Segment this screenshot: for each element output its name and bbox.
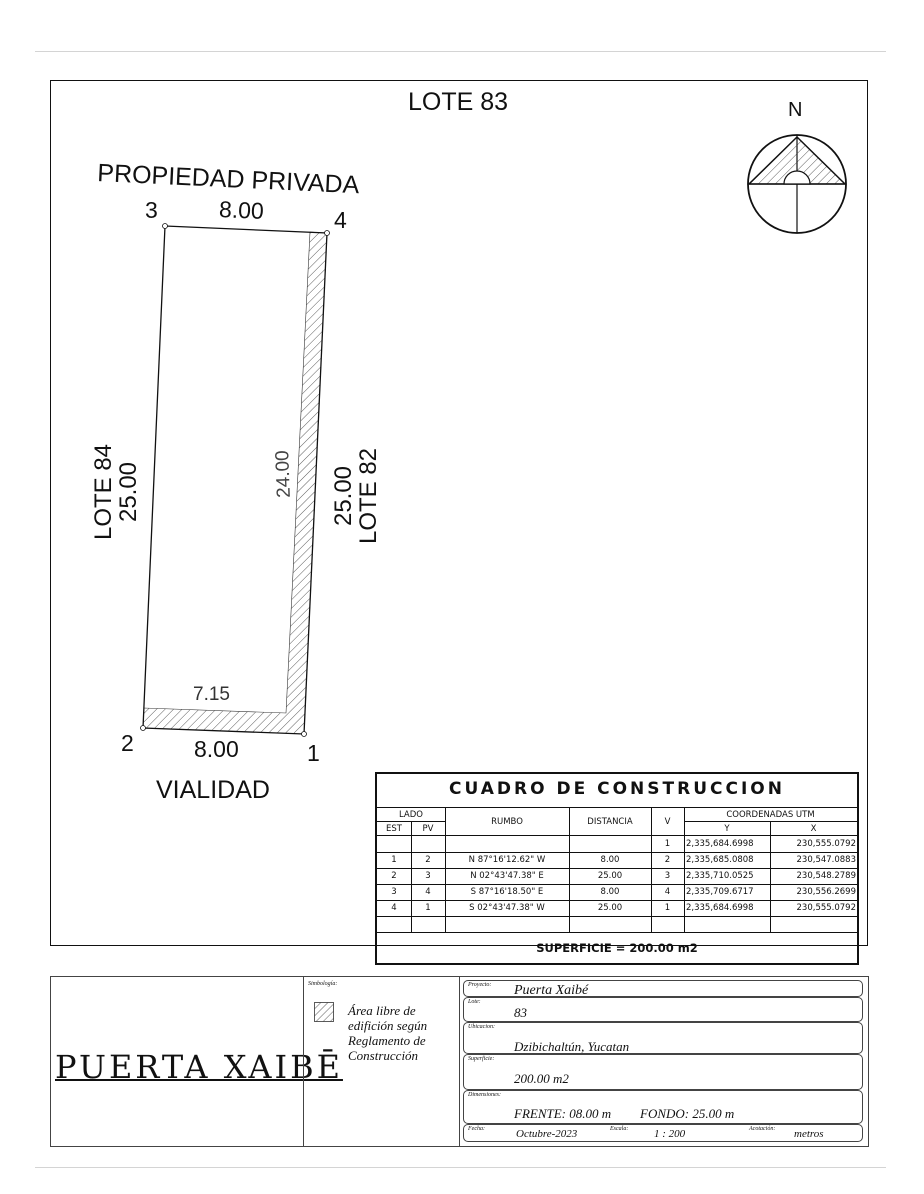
legend-line: Reglamento de — [348, 1033, 426, 1048]
header-coordenadas: COORDENADAS UTM — [726, 810, 815, 820]
cell-y: 2,335,684.6998 — [686, 839, 754, 849]
cell-est: 2 — [391, 871, 397, 881]
cell-x: 230,548.2789 — [796, 871, 856, 881]
superficie-total: SUPERFICIE = 200.00 m2 — [536, 941, 698, 955]
table-rule — [377, 900, 857, 901]
vertex-marker-2 — [141, 726, 146, 731]
free-area-hatch — [143, 232, 327, 734]
proyecto-label: Proyecto: — [468, 982, 492, 988]
header-x: X — [810, 824, 817, 834]
legend-text — [348, 1003, 427, 1063]
dim-inner-horizontal: 7.15 — [193, 684, 230, 705]
bottom-neighbor-label: VIALIDAD — [156, 776, 270, 804]
cell-rumbo: S 02°43'47.38" W — [469, 903, 545, 913]
header-est: EST — [386, 824, 402, 834]
header-pv: PV — [422, 824, 434, 834]
north-label: N — [788, 99, 803, 121]
cell-v: 2 — [664, 855, 671, 865]
cell-distancia: 8.00 — [600, 887, 620, 897]
fecha-label: Fecha: — [468, 1126, 485, 1132]
dim-right: 25.00 — [330, 465, 357, 527]
cell-est: 4 — [391, 903, 397, 913]
fecha-value: Octubre-2023 — [516, 1128, 578, 1140]
cell-y: 2,335,710.0525 — [686, 871, 754, 881]
dim-inner-vertical: 24.00 — [272, 449, 295, 499]
table-rule — [377, 884, 857, 885]
ubicacion-field — [463, 1022, 863, 1054]
legend-line: Construcción — [348, 1048, 419, 1063]
cell-v: 3 — [664, 871, 671, 881]
frente-value: FRENTE: 08.00 m — [514, 1106, 612, 1121]
cell-v: 1 — [664, 839, 671, 849]
north-arrow-icon — [748, 135, 846, 233]
cell-pv: 2 — [425, 855, 431, 865]
left-neighbor-label: LOTE 84 — [90, 443, 117, 541]
header-y: Y — [724, 824, 730, 834]
cell-x: 230,556.2699 — [796, 887, 856, 897]
vertex-label-2: 2 — [121, 730, 134, 756]
superficie-value: 200.00 m2 — [514, 1071, 569, 1086]
escala-value: 1 : 200 — [654, 1128, 686, 1140]
construction-table — [375, 772, 859, 965]
cell-rumbo: N 02°43'47.38" E — [470, 871, 544, 881]
cell-rumbo: N 87°16'12.62" W — [468, 855, 546, 865]
cell-pv: 4 — [425, 887, 431, 897]
table-rule — [377, 868, 857, 869]
legend-line: edifición según — [348, 1018, 428, 1033]
vertex-marker-3 — [163, 224, 168, 229]
dim-top: 8.00 — [218, 196, 265, 224]
ubicacion-value: Dzibichaltún, Yucatan — [514, 1039, 630, 1054]
hatch-legend-icon — [314, 1002, 334, 1022]
dim-left: 25.00 — [115, 461, 143, 523]
company-logo: PUERTA XAIBĒ — [55, 1048, 343, 1086]
lote-label: Lote: — [468, 999, 481, 1005]
top-neighbor-label: PROPIEDAD PRIVADA — [96, 159, 360, 200]
superficie-label: Superficie: — [468, 1056, 495, 1062]
legend-panel — [303, 976, 460, 1147]
lot-title: LOTE 83 — [408, 88, 509, 116]
cell-v: 1 — [664, 903, 671, 913]
right-neighbor-label: LOTE 82 — [355, 447, 383, 545]
header-v: V — [664, 817, 671, 827]
table-rule — [377, 932, 857, 933]
cell-rumbo: S 87°16'18.50" E — [470, 887, 544, 897]
cell-y: 2,335,684.6998 — [686, 903, 754, 913]
proyecto-field — [463, 980, 863, 997]
cell-est: 1 — [391, 855, 397, 865]
legend-line: Área libre de — [348, 1003, 416, 1018]
table-title: CUADRO DE CONSTRUCCION — [449, 779, 785, 799]
table-rule — [377, 916, 857, 917]
cell-y: 2,335,685.0808 — [686, 855, 754, 865]
proyecto-value: Puerta Xaibé — [514, 983, 589, 998]
cell-est: 3 — [391, 887, 397, 897]
superficie-field — [463, 1054, 863, 1090]
acotacion-value: metros — [794, 1128, 824, 1140]
header-distancia: DISTANCIA — [587, 817, 633, 827]
cell-x: 230,555.0792 — [796, 839, 856, 849]
left-neighbor-block — [91, 427, 149, 557]
cell-x: 230,547.0883 — [796, 855, 856, 865]
cell-distancia: 8.00 — [600, 855, 620, 865]
vertex-label-1: 1 — [307, 740, 320, 766]
vertex-label-4: 4 — [334, 207, 347, 233]
vertex-marker-4 — [325, 231, 330, 236]
lote-value: 83 — [514, 1005, 527, 1020]
cell-y: 2,335,709.6717 — [686, 887, 754, 897]
vertex-marker-1 — [302, 732, 307, 737]
cell-pv: 1 — [425, 903, 431, 913]
cell-x: 230,555.0792 — [796, 903, 856, 913]
cell-distancia: 25.00 — [597, 871, 623, 881]
vertex-label-3: 3 — [145, 197, 158, 223]
table-rule — [377, 852, 857, 853]
cell-pv: 3 — [425, 871, 431, 881]
dimensiones-field — [463, 1090, 863, 1124]
ubicacion-label: Ubicacion: — [468, 1024, 495, 1030]
header-rumbo: RUMBO — [491, 817, 523, 827]
simbologia-label: Simbología: — [308, 981, 338, 987]
escala-label: Escala: — [610, 1126, 629, 1132]
header-lado: LADO — [399, 810, 423, 820]
right-neighbor-block — [331, 431, 389, 561]
dim-bottom: 8.00 — [194, 736, 239, 762]
cell-distancia: 25.00 — [597, 903, 623, 913]
fecha-field — [463, 1124, 863, 1142]
acotacion-label: Acotación: — [749, 1126, 776, 1132]
cell-v: 4 — [664, 887, 671, 897]
lote-field — [463, 997, 863, 1022]
table-rule — [377, 835, 857, 836]
dimensiones-label: Dimensiones: — [468, 1092, 501, 1098]
table-rule — [377, 807, 857, 808]
fondo-value: FONDO: 25.00 m — [640, 1106, 735, 1121]
